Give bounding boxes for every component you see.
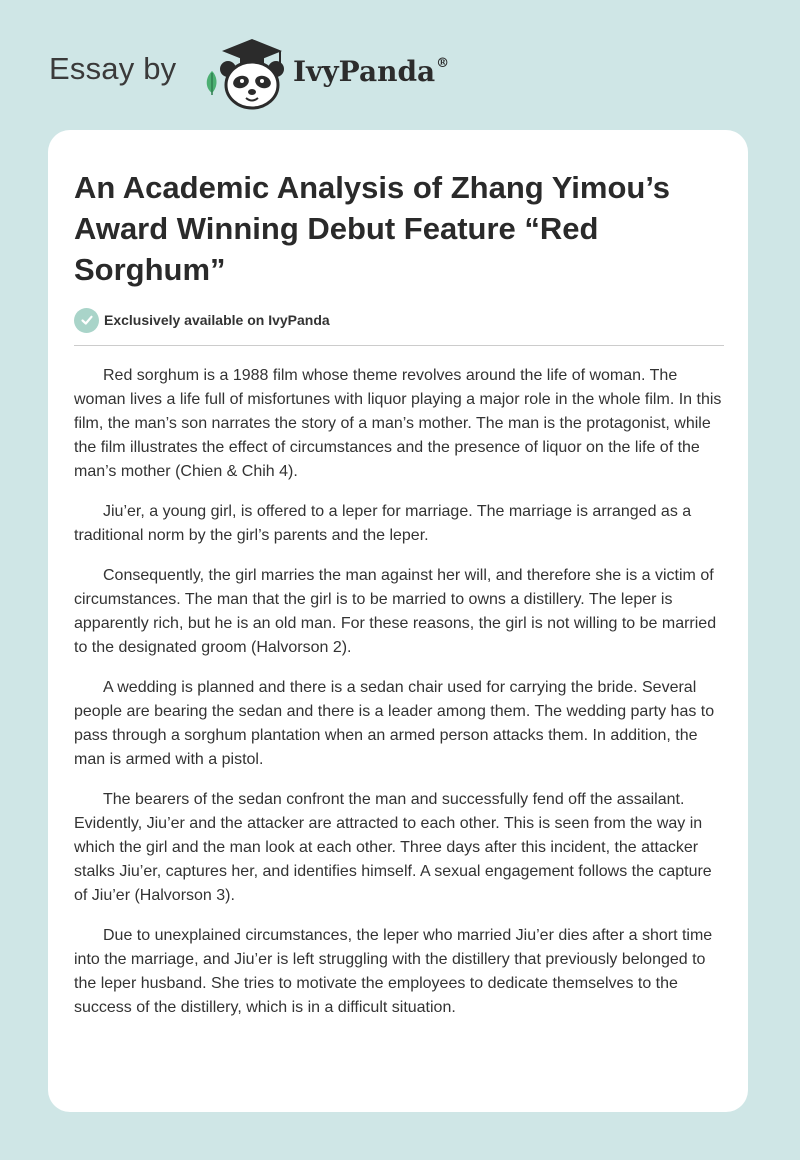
divider	[74, 345, 724, 346]
essay-by-label: Essay by	[49, 51, 177, 86]
page-title: An Academic Analysis of Zhang Yimou’s Award Winning Debut Feature “Red Sorghum”	[74, 170, 671, 287]
paragraph: Consequently, the girl marries the man against her will, and therefore she is a victim of circumstances. The man that the girl is to be married to owns a distillery. The leper is apparently rich, but he is an old man. For these reasons, the girl is not willing to be married to the designated groom (Halvorson 2).	[74, 567, 717, 656]
check-icon	[74, 308, 99, 333]
essay-body	[74, 364, 726, 1036]
panda-graduate-icon[interactable]	[200, 33, 300, 113]
paragraph: A wedding is planned and there is a sedan chair used for carrying the bride. Several people are bearing the sedan and there is a leader among them. The wedding party has to pass through a sorghum plantation when an armed person attacks them. In addition, the man is armed with a pistol.	[74, 679, 715, 768]
essay-card	[48, 130, 748, 1112]
paragraph: Red sorghum is a 1988 film whose theme revolves around the life of woman. The woman lives a life full of misfortunes with liquor playing a major role in the whole film. In this film, the man’s son narrates the story of a man’s mother. The man is the protagonist, while the film illustrates the effect of circumstances and the presence of liquor on the life of the man’s mother (Chien & Chih 4).	[74, 367, 722, 480]
exclusive-label: Exclusively available on IvyPanda	[104, 312, 330, 328]
paragraph: Jiu’er, a young girl, is offered to a leper for marriage. The marriage is arranged as a traditional norm by the girl’s parents and the leper.	[74, 503, 692, 544]
paragraph: The bearers of the sedan confront the man and successfully fend off the assailant. Evidently, Jiu’er and the attacker are attracted to each other. This is seen from the way in which the girl and the man look at each other. Three days after this incident, the attacker stalks Jiu’er, captures her, and identifies himself. A sexual engagement follows the capture of Jiu’er (Halvorson 3).	[74, 791, 712, 904]
registered-mark: ®	[436, 55, 450, 71]
paragraph: Due to unexplained circumstances, the leper who married Jiu’er dies after a short time into the marriage, and Jiu’er is left struggling with the distillery that previously belonged to the leper husband. She tries to motivate the employees to dedicate themselves to the success of the distillery, which is in a difficult situation.	[74, 927, 713, 1016]
exclusive-badge	[74, 307, 330, 333]
site-header	[0, 0, 800, 130]
brand-name[interactable]: IvyPanda®	[293, 55, 450, 88]
